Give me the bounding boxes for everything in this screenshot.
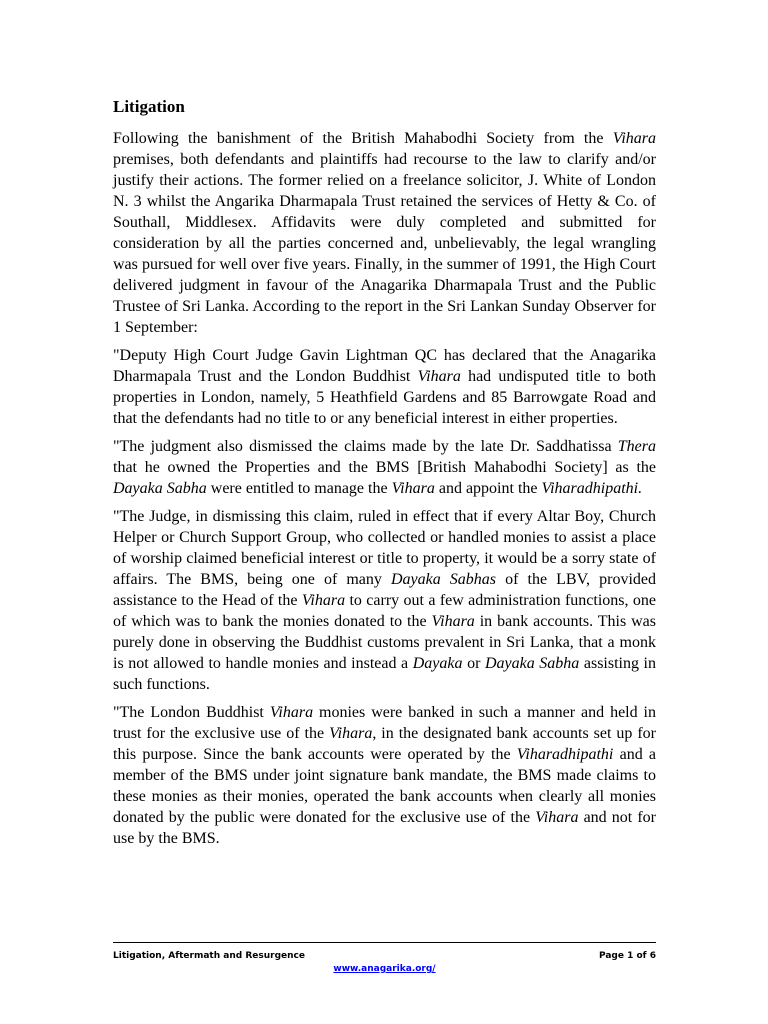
text-run: and appoint the xyxy=(434,480,542,497)
italic-term: Vihara xyxy=(535,809,579,826)
italic-term: Dayaka Sabha xyxy=(113,480,207,497)
text-run: assisting in such functions. xyxy=(113,655,656,693)
italic-term: Vihara xyxy=(612,130,656,147)
italic-term: Vihara xyxy=(417,368,461,385)
text-run: that he owned the Properties and the BMS [British Mahabodhi Society] as the xyxy=(113,459,656,476)
text-run: Following the banishment of the British Mahabodhi Society from the xyxy=(113,130,613,147)
italic-term: Vihara xyxy=(391,480,435,497)
paragraph xyxy=(113,345,656,429)
section-heading: Litigation xyxy=(113,97,185,116)
text-run: "The judgment also dismissed the claims made by the late Dr. Saddhatissa xyxy=(113,438,618,455)
text-run: "Deputy High Court Judge Gavin Lightman QC has declared that the Anagarika Dharmapala Trust and the London Buddhist xyxy=(113,347,656,385)
page-footer xyxy=(113,942,656,974)
text-run: to carry out a few administration functions, one of which was to bank the monies donated to the xyxy=(113,592,656,630)
italic-term: Dayaka xyxy=(412,655,463,672)
page-number: Page 1 of 6 xyxy=(599,951,656,961)
text-run: had undisputed title to both properties in London, namely, 5 Heathfield Gardens and 85 Barrowgate Road and that the defendants had no title to or any beneficial interest in either properties. xyxy=(113,368,657,427)
text-run: and a member of the BMS under joint signature bank mandate, the BMS made claims to these monies as their monies, operated the bank accounts when clearly all monies donated by the public were donated for the exclusive use of the xyxy=(113,746,657,826)
italic-term: Dayaka Sabhas xyxy=(390,571,497,588)
text-run: , in the designated bank accounts set up for this purpose. Since the bank accounts were operated by the xyxy=(113,725,656,763)
italic-term: Vihara xyxy=(329,725,373,742)
italic-term: Viharadhipathi. xyxy=(541,480,643,497)
text-run: and not for use by the BMS. xyxy=(113,809,657,847)
text-run: were entitled to manage the xyxy=(206,480,392,497)
text-run: premises, both defendants and plaintiffs had recourse to the law to clarify and/or justify their actions. The former relied on a freelance solicitor, J. White of London N. 3 whilst the Angarika Dharmapala Trust retained the services of Hetty & Co. of Southall, Middlesex. Affidavits were duly completed and submitted for consideration by all the parties concerned and, unbelievably, the legal wrangling was pursued for well over five years. Finally, in the summer of 1991, the High Court delivered judgment in favour of the Anagarika Dharmapala Trust and the Public Trustee of Sri Lanka. According to the report in the Sri Lankan Sunday Observer for 1 September: xyxy=(113,151,656,336)
text-run: in bank accounts. This was purely done in observing the Buddhist customs prevalent in Sri Lanka, that a monk is not allowed to handle monies and instead a xyxy=(113,613,657,672)
text-run: or xyxy=(462,655,485,672)
italic-term: Thera xyxy=(617,438,656,455)
document-body xyxy=(113,96,656,856)
paragraphs xyxy=(113,128,656,849)
italic-term: Dayaka Sabha xyxy=(484,655,580,672)
paragraph xyxy=(113,506,656,695)
website-link[interactable]: www.anagarika.org/ xyxy=(333,964,436,974)
text-run: "The Judge, in dismissing this claim, ruled in effect that if every Altar Boy, Church Helper or Church Support Group, who collected or handled monies to assist a place of worship claimed beneficial interest or title to property, it would be a sorry state of affairs. The BMS, being one of many xyxy=(113,508,656,588)
italic-term: Vihara xyxy=(431,613,475,630)
italic-term: Vihara xyxy=(269,704,314,721)
paragraph xyxy=(113,128,656,338)
text-run: of the LBV, provided assistance to the Head of the xyxy=(113,571,656,609)
italic-term: Vihara xyxy=(301,592,346,609)
footer-title: Litigation, Aftermath and Resurgence xyxy=(113,951,305,961)
paragraph xyxy=(113,702,656,849)
italic-term: Viharadhipathi xyxy=(516,746,614,763)
text-run: monies were banked in such a manner and held in trust for the exclusive use of the xyxy=(113,704,657,742)
paragraph xyxy=(113,436,656,499)
text-run: "The London Buddhist xyxy=(113,704,270,721)
